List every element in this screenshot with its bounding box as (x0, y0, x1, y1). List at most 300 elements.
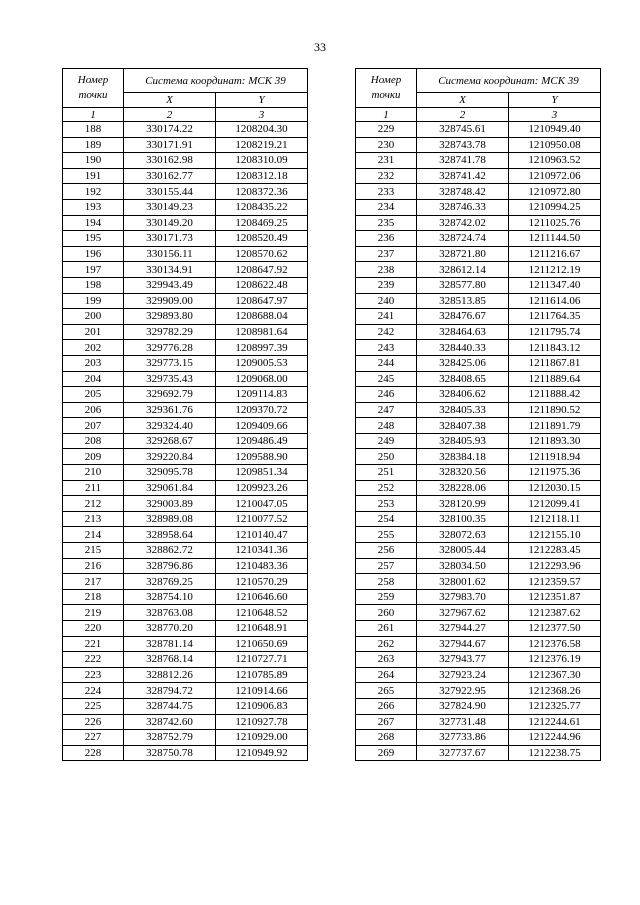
y-cell: 1210972.80 (509, 184, 601, 200)
point-number-cell: 252 (356, 480, 417, 496)
table-row (356, 683, 601, 699)
table-row (63, 543, 308, 559)
point-number-cell: 236 (356, 231, 417, 247)
table-row (63, 652, 308, 668)
table-row (356, 324, 601, 340)
point-number-cell: 201 (63, 324, 124, 340)
point-number-cell: 197 (63, 262, 124, 278)
point-number-cell: 214 (63, 527, 124, 543)
y-cell: 1210994.25 (509, 199, 601, 215)
y-cell: 1209409.66 (216, 418, 308, 434)
y-cell: 1210646.60 (216, 589, 308, 605)
x-cell: 330174.22 (124, 122, 216, 138)
point-number-cell: 259 (356, 589, 417, 605)
table-row (356, 355, 601, 371)
point-number-cell: 210 (63, 465, 124, 481)
point-number-cell: 226 (63, 714, 124, 730)
point-number-cell: 200 (63, 309, 124, 325)
point-number-cell: 266 (356, 698, 417, 714)
point-number-cell: 235 (356, 215, 417, 231)
table-row (356, 652, 601, 668)
y-cell: 1210650.69 (216, 636, 308, 652)
x-cell: 328989.08 (124, 511, 216, 527)
point-number-cell: 251 (356, 465, 417, 481)
point-number-cell: 207 (63, 418, 124, 434)
point-number-cell: 262 (356, 636, 417, 652)
x-cell: 327967.62 (417, 605, 509, 621)
y-cell: 1210727.71 (216, 652, 308, 668)
y-cell: 1209851.34 (216, 465, 308, 481)
y-cell: 1209370.72 (216, 402, 308, 418)
table-row (356, 574, 601, 590)
y-cell: 1210648.91 (216, 621, 308, 637)
y-cell: 1211891.79 (509, 418, 601, 434)
point-number-cell: 243 (356, 340, 417, 356)
point-number-cell: 255 (356, 527, 417, 543)
y-cell: 1212099.41 (509, 496, 601, 512)
y-cell: 1210483.36 (216, 558, 308, 574)
table-row (63, 683, 308, 699)
x-cell: 328100.35 (417, 511, 509, 527)
point-number-cell: 192 (63, 184, 124, 200)
x-cell: 330162.77 (124, 168, 216, 184)
x-cell: 328750.78 (124, 745, 216, 761)
point-number-cell: 204 (63, 371, 124, 387)
point-number-cell: 265 (356, 683, 417, 699)
x-cell: 328721.80 (417, 246, 509, 262)
x-cell: 328440.33 (417, 340, 509, 356)
table-row (63, 277, 308, 293)
y-cell: 1211795.74 (509, 324, 601, 340)
y-cell: 1212376.58 (509, 636, 601, 652)
point-number-cell: 196 (63, 246, 124, 262)
y-cell: 1212238.75 (509, 745, 601, 761)
x-cell: 330171.91 (124, 137, 216, 153)
x-cell: 328754.10 (124, 589, 216, 605)
point-number-cell: 260 (356, 605, 417, 621)
y-cell: 1210963.52 (509, 153, 601, 169)
point-number-cell: 240 (356, 293, 417, 309)
table-row (63, 527, 308, 543)
x-cell: 328407.38 (417, 418, 509, 434)
y-cell: 1212283.45 (509, 543, 601, 559)
x-cell: 329692.79 (124, 387, 216, 403)
point-number-cell: 194 (63, 215, 124, 231)
x-cell: 328768.14 (124, 652, 216, 668)
table-row (356, 199, 601, 215)
x-cell: 328612.14 (417, 262, 509, 278)
y-cell: 1211025.76 (509, 215, 601, 231)
y-cell: 1209486.49 (216, 433, 308, 449)
table-row (356, 184, 601, 200)
y-cell: 1208469.25 (216, 215, 308, 231)
x-cell: 327983.70 (417, 589, 509, 605)
point-number-cell: 195 (63, 231, 124, 247)
coordinates-table-right (355, 68, 601, 761)
point-number-cell: 233 (356, 184, 417, 200)
table-row (63, 558, 308, 574)
x-cell: 328476.67 (417, 309, 509, 325)
y-cell: 1208219.21 (216, 137, 308, 153)
x-cell: 328748.42 (417, 184, 509, 200)
x-cell: 328812.26 (124, 667, 216, 683)
col-index-1: 1 (356, 108, 417, 122)
table-row (63, 293, 308, 309)
y-cell: 1212030.15 (509, 480, 601, 496)
table-row (356, 621, 601, 637)
x-cell: 328228.06 (417, 480, 509, 496)
table-row (356, 215, 601, 231)
point-number-cell: 256 (356, 543, 417, 559)
y-cell: 1208997.39 (216, 340, 308, 356)
point-number-cell: 246 (356, 387, 417, 403)
table-row (63, 511, 308, 527)
y-cell: 1211764.35 (509, 309, 601, 325)
x-cell: 329943.49 (124, 277, 216, 293)
y-cell: 1208570.62 (216, 246, 308, 262)
table-row (356, 745, 601, 761)
table-row (356, 433, 601, 449)
y-cell: 1210570.29 (216, 574, 308, 590)
x-cell: 328752.79 (124, 730, 216, 746)
x-header: X (417, 93, 509, 108)
point-number-cell: 225 (63, 698, 124, 714)
table-row (356, 698, 601, 714)
point-number-cell: 209 (63, 449, 124, 465)
y-cell: 1209005.53 (216, 355, 308, 371)
x-cell: 330149.23 (124, 199, 216, 215)
point-number-cell: 253 (356, 496, 417, 512)
y-cell: 1212155.10 (509, 527, 601, 543)
x-cell: 328406.62 (417, 387, 509, 403)
point-number-cell: 220 (63, 621, 124, 637)
y-cell: 1211614.06 (509, 293, 601, 309)
table-row (356, 558, 601, 574)
x-cell: 329893.80 (124, 309, 216, 325)
point-number-cell: 212 (63, 496, 124, 512)
x-cell: 330171.73 (124, 231, 216, 247)
x-cell: 328794.72 (124, 683, 216, 699)
x-cell: 327944.67 (417, 636, 509, 652)
y-cell: 1211888.42 (509, 387, 601, 403)
point-number-cell: 258 (356, 574, 417, 590)
y-cell: 1211889.64 (509, 371, 601, 387)
point-number-cell: 224 (63, 683, 124, 699)
table-row (356, 231, 601, 247)
table-row (63, 433, 308, 449)
y-cell: 1210341.36 (216, 543, 308, 559)
point-number-cell: 213 (63, 511, 124, 527)
point-number-cell: 228 (63, 745, 124, 761)
table-row (63, 387, 308, 403)
x-cell: 328464.63 (417, 324, 509, 340)
y-cell: 1208310.09 (216, 153, 308, 169)
x-cell: 328743.78 (417, 137, 509, 153)
x-cell: 328724.74 (417, 231, 509, 247)
table-row (63, 745, 308, 761)
y-cell: 1211843.12 (509, 340, 601, 356)
point-number-cell: 203 (63, 355, 124, 371)
table-row (356, 449, 601, 465)
table-row (63, 309, 308, 325)
x-cell: 328862.72 (124, 543, 216, 559)
x-cell: 328034.50 (417, 558, 509, 574)
y-cell: 1210929.00 (216, 730, 308, 746)
y-cell: 1209114.83 (216, 387, 308, 403)
table-row (63, 480, 308, 496)
y-header: Y (216, 93, 308, 108)
x-cell: 328577.80 (417, 277, 509, 293)
y-cell: 1211893.30 (509, 433, 601, 449)
x-cell: 328405.33 (417, 402, 509, 418)
table-row (63, 231, 308, 247)
x-cell: 328384.18 (417, 449, 509, 465)
point-number-cell: 263 (356, 652, 417, 668)
y-cell: 1210047.05 (216, 496, 308, 512)
x-cell: 329220.84 (124, 449, 216, 465)
y-cell: 1211867.81 (509, 355, 601, 371)
y-cell: 1209923.26 (216, 480, 308, 496)
table-row (63, 153, 308, 169)
x-cell: 327922.95 (417, 683, 509, 699)
x-cell: 328763.08 (124, 605, 216, 621)
point-number-cell: 198 (63, 277, 124, 293)
x-cell: 329003.89 (124, 496, 216, 512)
table-row (356, 605, 601, 621)
table-row (356, 667, 601, 683)
x-cell: 328958.64 (124, 527, 216, 543)
table-row (356, 496, 601, 512)
col-index-3: 3 (509, 108, 601, 122)
y-cell: 1211347.40 (509, 277, 601, 293)
table-row (63, 574, 308, 590)
table-row (63, 184, 308, 200)
x-header: X (124, 93, 216, 108)
y-header: Y (509, 93, 601, 108)
x-cell: 327737.67 (417, 745, 509, 761)
point-number-cell: 248 (356, 418, 417, 434)
x-cell: 328742.02 (417, 215, 509, 231)
x-cell: 327944.27 (417, 621, 509, 637)
x-cell: 328745.61 (417, 122, 509, 138)
point-number-cell: 205 (63, 387, 124, 403)
y-cell: 1208435.22 (216, 199, 308, 215)
table-row (356, 168, 601, 184)
point-number-cell: 191 (63, 168, 124, 184)
point-number-cell: 199 (63, 293, 124, 309)
x-cell: 327733.86 (417, 730, 509, 746)
point-number-cell: 249 (356, 433, 417, 449)
x-cell: 328796.86 (124, 558, 216, 574)
table-row (356, 309, 601, 325)
x-cell: 329361.76 (124, 402, 216, 418)
y-cell: 1212293.96 (509, 558, 601, 574)
x-cell: 328120.99 (417, 496, 509, 512)
y-cell: 1208312.18 (216, 168, 308, 184)
x-cell: 329909.00 (124, 293, 216, 309)
x-cell: 327923.24 (417, 667, 509, 683)
x-cell: 329782.29 (124, 324, 216, 340)
table-row (356, 714, 601, 730)
table-row (356, 511, 601, 527)
col-index-3: 3 (216, 108, 308, 122)
x-cell: 330162.98 (124, 153, 216, 169)
x-cell: 330155.44 (124, 184, 216, 200)
y-cell: 1210077.52 (216, 511, 308, 527)
y-cell: 1211890.52 (509, 402, 601, 418)
y-cell: 1208981.64 (216, 324, 308, 340)
x-cell: 327731.48 (417, 714, 509, 730)
x-cell: 328770.20 (124, 621, 216, 637)
point-number-cell: 254 (356, 511, 417, 527)
y-cell: 1208372.36 (216, 184, 308, 200)
table-row (356, 387, 601, 403)
y-cell: 1210906.83 (216, 698, 308, 714)
table-row (356, 293, 601, 309)
y-cell: 1212244.96 (509, 730, 601, 746)
table-row (356, 371, 601, 387)
page-number: 33 (314, 40, 326, 54)
point-number-cell: 211 (63, 480, 124, 496)
point-number-cell: 215 (63, 543, 124, 559)
y-cell: 1211144.50 (509, 231, 601, 247)
table-row (63, 199, 308, 215)
y-cell: 1208520.49 (216, 231, 308, 247)
table-row (63, 589, 308, 605)
x-cell: 328320.56 (417, 465, 509, 481)
x-cell: 329776.28 (124, 340, 216, 356)
table-row (63, 402, 308, 418)
y-cell: 1208688.04 (216, 309, 308, 325)
table-row (356, 277, 601, 293)
x-cell: 328742.60 (124, 714, 216, 730)
y-cell: 1211216.67 (509, 246, 601, 262)
point-number-cell: 229 (356, 122, 417, 138)
x-cell: 328005.44 (417, 543, 509, 559)
y-cell: 1212367.30 (509, 667, 601, 683)
y-cell: 1210949.92 (216, 745, 308, 761)
point-number-cell: 188 (63, 122, 124, 138)
point-number-cell: 232 (356, 168, 417, 184)
y-cell: 1211212.19 (509, 262, 601, 278)
point-number-cell: 257 (356, 558, 417, 574)
table-row (356, 465, 601, 481)
x-cell: 329735.43 (124, 371, 216, 387)
y-cell: 1208622.48 (216, 277, 308, 293)
y-cell: 1212325.77 (509, 698, 601, 714)
table-row (63, 605, 308, 621)
x-cell: 328072.63 (417, 527, 509, 543)
table-row (356, 418, 601, 434)
col-index-2: 2 (417, 108, 509, 122)
point-number-cell: 189 (63, 137, 124, 153)
x-cell: 328741.78 (417, 153, 509, 169)
y-cell: 1208647.97 (216, 293, 308, 309)
y-cell: 1211918.94 (509, 449, 601, 465)
y-cell: 1212376.19 (509, 652, 601, 668)
point-number-header: Номер точки (63, 69, 124, 108)
point-number-cell: 231 (356, 153, 417, 169)
x-cell: 328408.65 (417, 371, 509, 387)
table-row (356, 137, 601, 153)
x-cell: 328001.62 (417, 574, 509, 590)
table-row (356, 122, 601, 138)
point-number-cell: 193 (63, 199, 124, 215)
point-number-cell: 241 (356, 309, 417, 325)
x-cell: 330156.11 (124, 246, 216, 262)
table-row (63, 636, 308, 652)
point-number-cell: 221 (63, 636, 124, 652)
x-cell: 328425.06 (417, 355, 509, 371)
point-number-cell: 247 (356, 402, 417, 418)
x-cell: 328741.42 (417, 168, 509, 184)
point-number-cell: 261 (356, 621, 417, 637)
x-cell: 329061.84 (124, 480, 216, 496)
col-index-2: 2 (124, 108, 216, 122)
point-number-header: Номер точки (356, 69, 417, 108)
y-cell: 1210914.66 (216, 683, 308, 699)
table-row (356, 527, 601, 543)
table-row (63, 730, 308, 746)
x-cell: 328746.33 (417, 199, 509, 215)
x-cell: 327824.90 (417, 698, 509, 714)
table-row (356, 340, 601, 356)
y-cell: 1210648.52 (216, 605, 308, 621)
y-cell: 1212351.87 (509, 589, 601, 605)
table-row (63, 714, 308, 730)
y-cell: 1212359.57 (509, 574, 601, 590)
table-row (356, 262, 601, 278)
point-number-cell: 230 (356, 137, 417, 153)
y-cell: 1212377.50 (509, 621, 601, 637)
table-row (63, 340, 308, 356)
y-cell: 1212244.61 (509, 714, 601, 730)
point-number-cell: 227 (63, 730, 124, 746)
table-row (356, 480, 601, 496)
point-number-cell: 222 (63, 652, 124, 668)
table-row (63, 465, 308, 481)
point-number-cell: 238 (356, 262, 417, 278)
table-row (63, 246, 308, 262)
x-cell: 329324.40 (124, 418, 216, 434)
point-number-cell: 244 (356, 355, 417, 371)
point-number-cell: 190 (63, 153, 124, 169)
table-row (63, 122, 308, 138)
table-row (63, 215, 308, 231)
x-cell: 328781.14 (124, 636, 216, 652)
table-row (63, 371, 308, 387)
x-cell: 328744.75 (124, 698, 216, 714)
table-row (356, 636, 601, 652)
x-cell: 329095.78 (124, 465, 216, 481)
point-number-cell: 206 (63, 402, 124, 418)
x-cell: 328769.25 (124, 574, 216, 590)
table-row (63, 496, 308, 512)
table-row (356, 153, 601, 169)
point-number-cell: 234 (356, 199, 417, 215)
coord-system-header: Система координат: МСК 39 (124, 69, 308, 93)
point-number-cell: 239 (356, 277, 417, 293)
point-number-cell: 217 (63, 574, 124, 590)
table-row (63, 137, 308, 153)
y-cell: 1210140.47 (216, 527, 308, 543)
table-row (63, 262, 308, 278)
coordinates-table-left (62, 68, 308, 761)
y-cell: 1208204.30 (216, 122, 308, 138)
point-number-cell: 237 (356, 246, 417, 262)
table-row (63, 621, 308, 637)
x-cell: 328405.93 (417, 433, 509, 449)
